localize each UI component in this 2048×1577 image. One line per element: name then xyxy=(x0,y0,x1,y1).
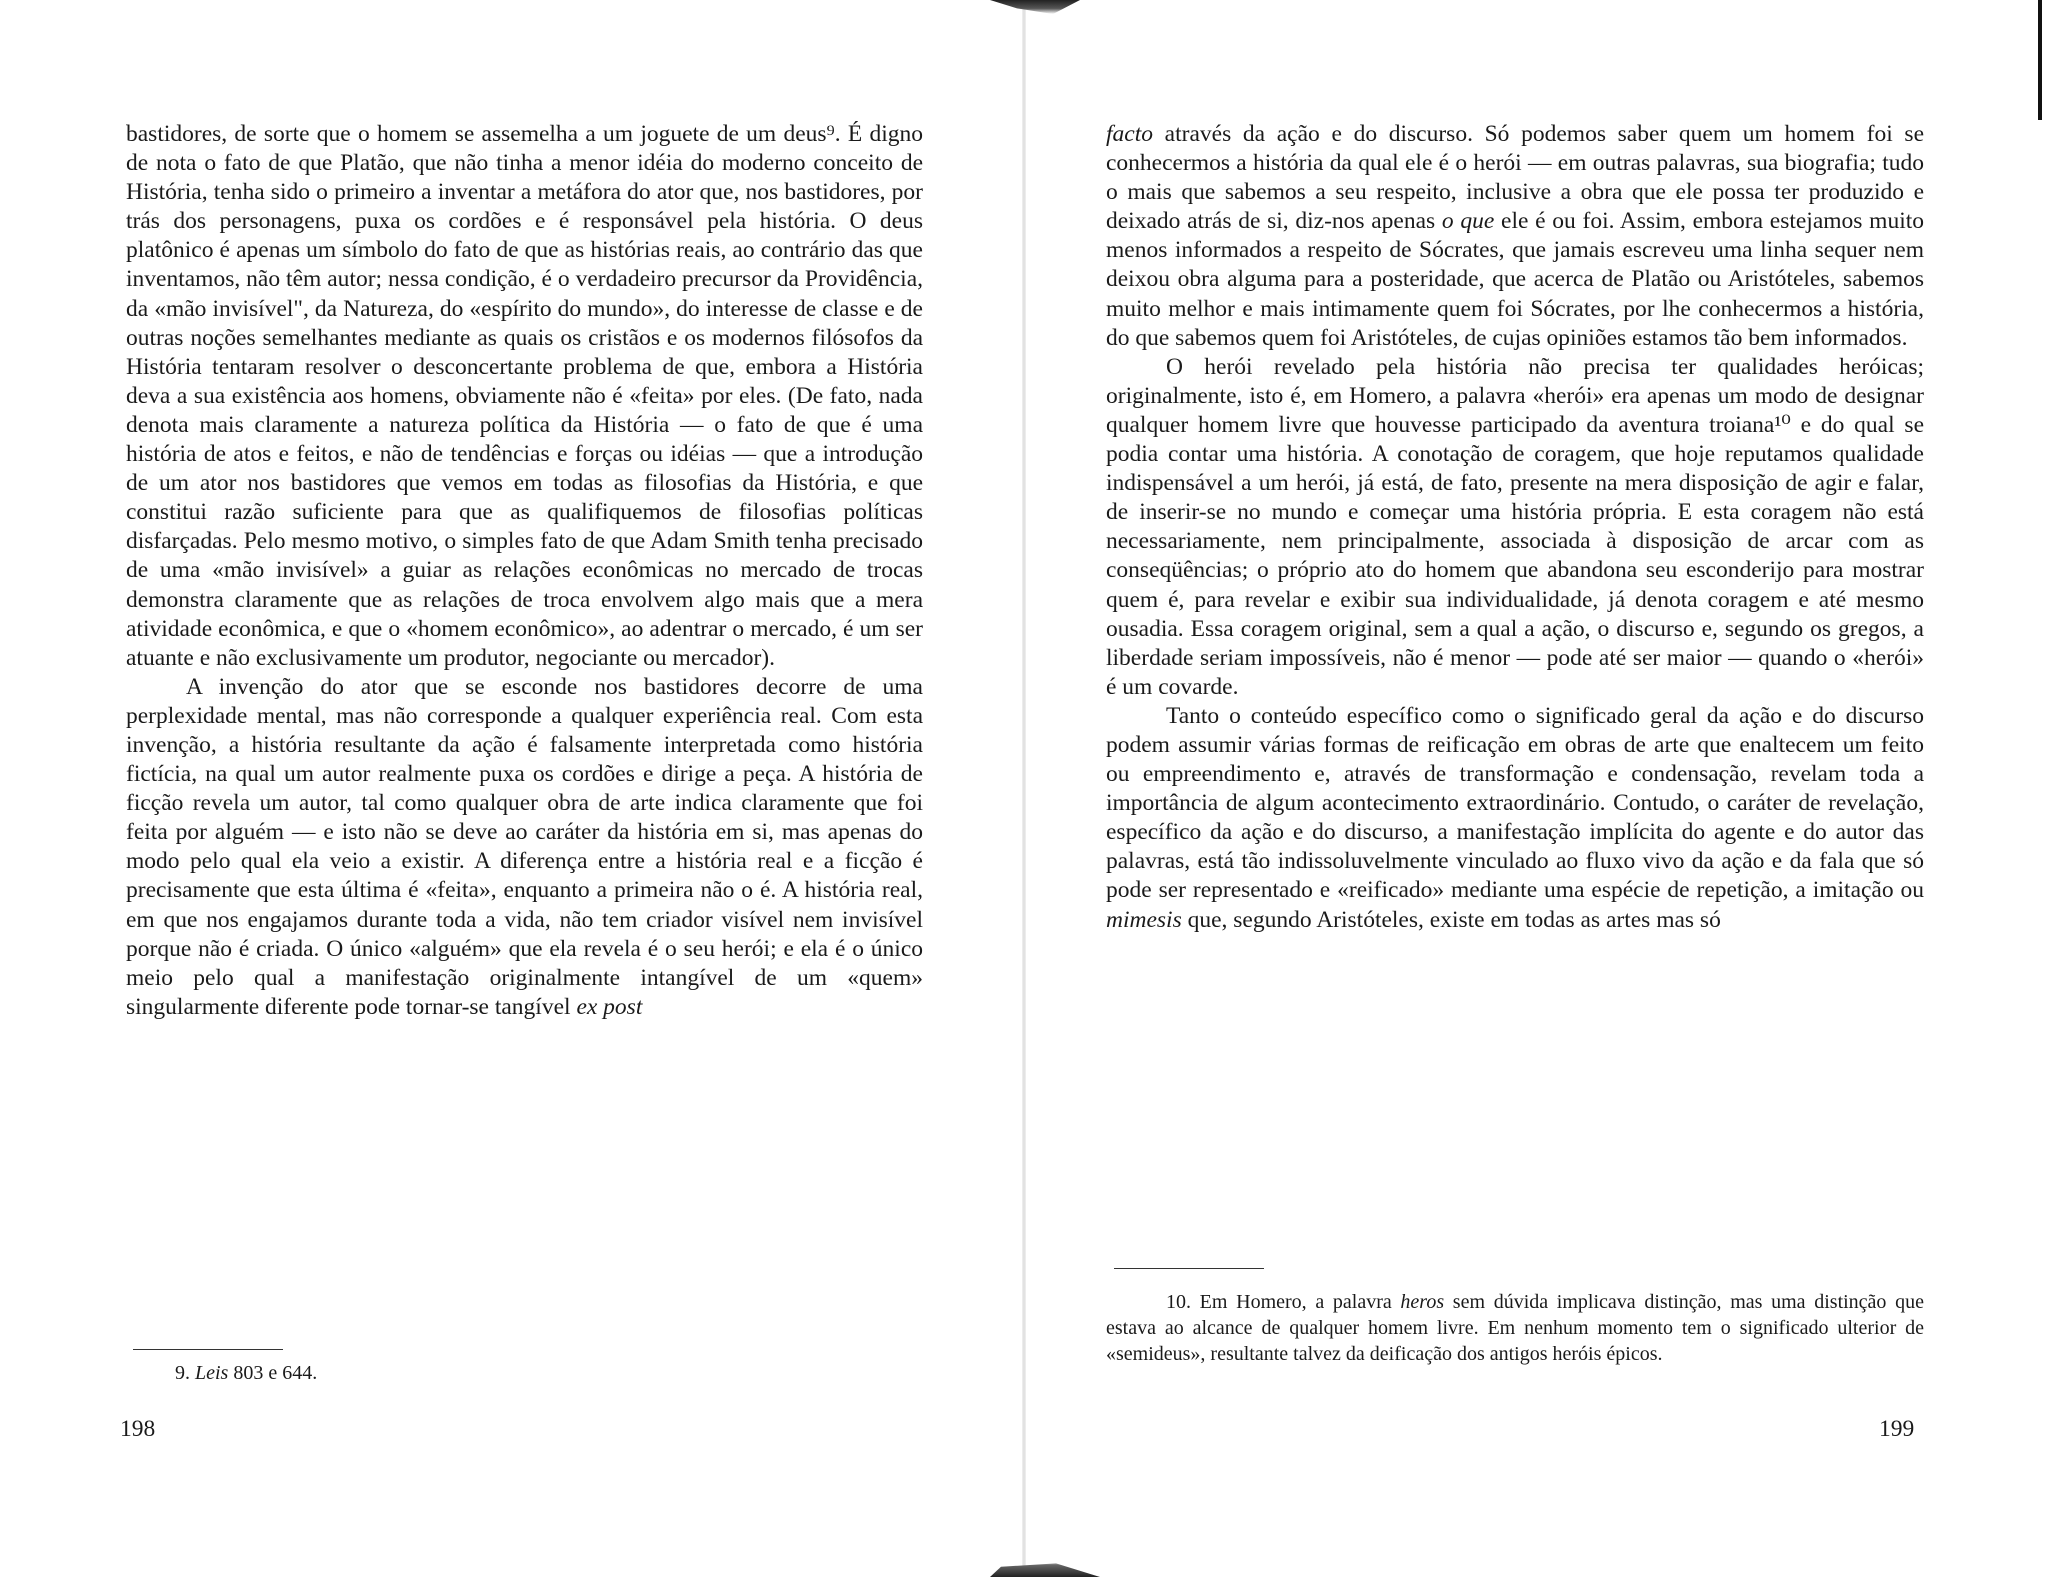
right-paragraph-1-italic: o que xyxy=(1441,208,1495,235)
right-page-body xyxy=(1106,120,1924,935)
footnote-10-italic: heros xyxy=(1400,1291,1445,1313)
footnote-9-title: Leis xyxy=(195,1362,229,1384)
footnote-10-text-a: 10. Em Homero, a palavra xyxy=(1166,1291,1401,1313)
right-paragraph-3 xyxy=(1106,702,1924,935)
footnote-rule xyxy=(133,1349,283,1350)
right-paragraph-1-text-b: ele é ou foi. Assim, embora estejamos muito menos informados a respeito de Sócrates, que jamais escreveu uma linha sequer nem deixou obra alguma para a posteridade, que acerca de Platão ou Aristóteles, sabemos muito melhor e mais intimamente quem foi Sócrates, por lhe conhecermos a história, do que sabemos quem foi Aristóteles, de cujas opiniões estamos tão bem informados. xyxy=(1106,208,1924,351)
right-paragraph-3-italic: mimesis xyxy=(1106,906,1182,933)
footnote-9-num: 9. xyxy=(175,1362,190,1384)
page-number-left: 198 xyxy=(120,1416,156,1442)
left-paragraph-2-text: A invenção do ator que se esconde nos bastidores decorre de uma perplexidade mental, mas não corresponde a qualquer experiência real. Com esta invenção, a história resultante da ação é falsamente interpretada como história fictícia, na qual um autor realmente puxa os cordões e dirige a peça. A história de ficção revela um autor, tal como qualquer obra de arte indica claramente que foi feita por alguém — e isto não se deve ao caráter da história em si, mas apenas do modo pelo qual ela veio a existir. A diferença entre a história real e a ficção é precisamente que esta última é «feita», enquanto a primeira não o é. A história real, em que nos engajamos durante toda a vida, não tem criador visível nem invisível porque não é criada. O único «alguém» que ela revela é o seu herói; e ela é o único meio pelo qual a manifestação originalmente intangível de um «quem» singularmente diferente pode tornar-se tangível xyxy=(126,673,923,1020)
footnote-rule-right xyxy=(1114,1268,1264,1269)
right-paragraph-1-text-a: através da ação e do discurso. Só podemos saber quem um homem foi se conhecermos a história da qual ele é o herói — em outras palavras, sua biografia; tudo o mais que sabemos a seu respeito, inclusive a obra que ele possa ter produzido e deixado atrás de si, diz-nos apenas xyxy=(1106,121,1924,235)
right-paragraph-3-text-b: que, segundo Aristóteles, existe em todas as artes mas só xyxy=(1181,906,1721,933)
left-paragraph-2 xyxy=(126,673,923,1022)
footnote-9 xyxy=(175,1360,875,1386)
right-paragraph-3-text-a: Tanto o conteúdo específico como o significado geral da ação e do discurso podem assumir várias formas de reificação em obras de arte que enaltecem um feito ou empreendimento e, através de transformação e condensação, revelam toda a importância de algum acontecimento extraordinário. Contudo, o caráter de revelação, específico da ação e do discurso, a manifestação implícita do agente e do autor das palavras, está tão indissoluvelmente vinculado ao fluxo vivo da ação e da fala que só pode ser representado e «reificado» mediante uma espécie de repetição, a imitação ou xyxy=(1106,702,1924,904)
footnote-10 xyxy=(1106,1289,1924,1367)
left-page-body xyxy=(126,120,923,1022)
right-paragraph-2: O herói revelado pela história não precisa ter qualidades heróicas; originalmente, isto é, em Homero, a palavra «herói» era apenas um modo de designar qualquer homem livre que houvesse participado da aventura troiana¹⁰ e do qual se podia contar uma história. A conotação de coragem, que hoje reputamos qualidade indispensável a um herói, já está, de fato, presente na mera disposição de agir e falar, de inserir-se no mundo e começar uma história própria. E esta coragem não está necessariamente, nem principalmente, associada à disposição de arcar com as conseqüências; o próprio ato do homem que abandona seu esconderijo para mostrar quem é, para revelar e exibir sua individualidade, já denota coragem e até mesmo ousadia. Essa coragem original, sem a qual a ação, o discurso e, segundo os gregos, a liberdade seriam impossíveis, não é menor — pode até ser maior — quando o «herói» é um covarde. xyxy=(1106,353,1924,700)
footnote-9-text: 803 e 644. xyxy=(233,1362,318,1384)
footnote-10-text-b: sem dúvida implicava distinção, mas uma distinção que estava ao alcance de qualquer homem livre. Em nenhum momento tem o significado ulterior de «semideus», resultante talvez da deificação dos antigos heróis épicos. xyxy=(1106,1291,1924,1365)
right-paragraph-1-italic-start: facto xyxy=(1106,121,1153,147)
right-paragraph-1 xyxy=(1106,120,1924,353)
left-paragraph-1: bastidores, de sorte que o homem se assemelha a um joguete de um deus⁹. É digno de nota o fato de que Platão, que não tinha a menor idéia do moderno conceito de História, tenha sido o primeiro a inventar a metáfora do ator que, nos bastidores, por trás dos personagens, puxa os cordões e é responsável pela história. O deus platônico é apenas um símbolo do fato de que as histórias reais, ao contrário das que inventamos, não têm autor; nessa condição, é o verdadeiro precursor da Providência, da «mão invisível", da Natureza, do «espírito do mundo», do interesse de classe e de outras noções semelhantes mediante as quais os cristãos e os modernos filósofos da História tentaram resolver o desconcertante problema de que, embora a História deva a sua existência aos homens, obviamente não é «feita» por eles. (De fato, nada denota mais claramente a natureza política da História — o fato de que é uma história de atos e feitos, e não de tendências e forças ou idéias — que a introdução de um ator nos bastidores que vemos em todas as filosofias da História, e que constitui razão suficiente para que as qualifiquemos de filosofias políticas disfarçadas. Pelo mesmo motivo, o simples fato de que Adam Smith tenha precisado de uma «mão invisível» a guiar as relações econômicas no mercado de trocas demonstra claramente que as relações de troca envolvem algo mais que a mera atividade econômica, e que o «homem econômico», ao adentrar o mercado, é um ser atuante e não exclusivamente um produtor, negociante ou mercador). xyxy=(126,121,923,671)
left-paragraph-2-italic: ex post xyxy=(576,993,643,1020)
page-number-right: 199 xyxy=(1879,1416,1915,1442)
